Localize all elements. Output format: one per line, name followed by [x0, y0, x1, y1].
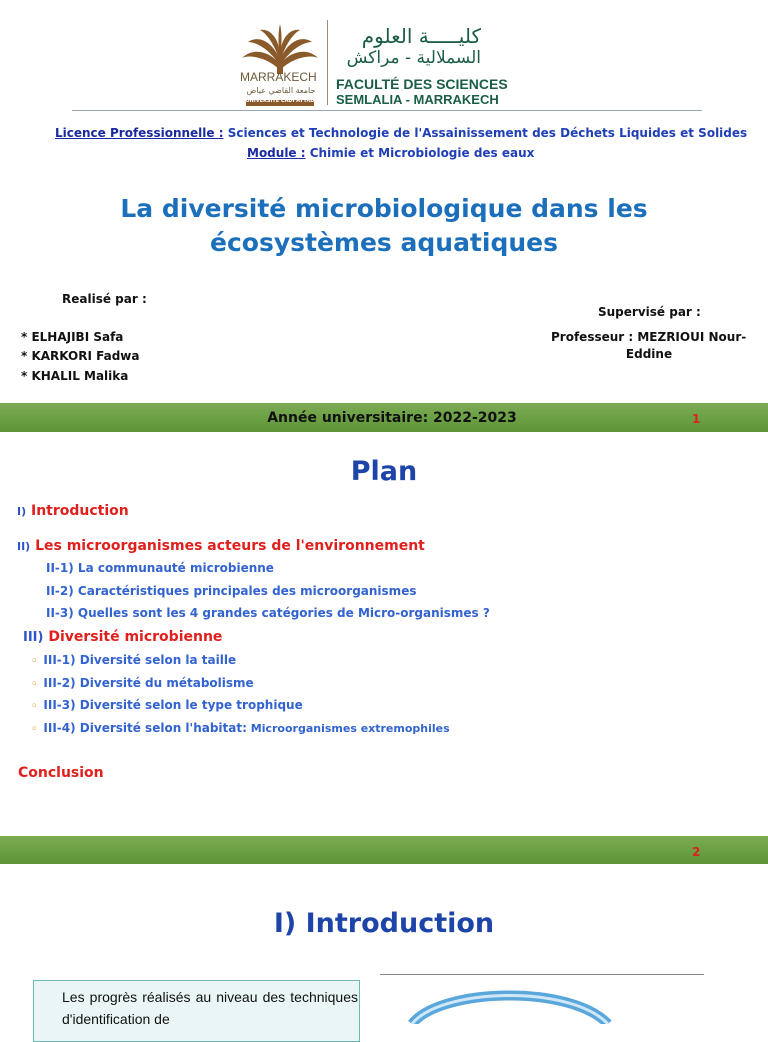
supervisor-line1: Professeur : MEZRIOUI Nour- — [551, 330, 747, 344]
page-number: 1 — [692, 412, 701, 426]
page-number-2: 2 — [692, 845, 701, 859]
bullet-icon: ◦ — [31, 701, 38, 712]
title-line1: La diversité microbiologique dans les — [120, 194, 648, 223]
licence-line — [55, 126, 747, 140]
plan-item-2-3: II-3) Quelles sont les 4 grandes catégories de Micro-organismes ? — [46, 606, 490, 620]
supervise-label: Supervisé par : — [598, 305, 701, 319]
footer-bar-2 — [0, 836, 768, 864]
header-divider — [327, 20, 328, 105]
faculty-arabic-line2: السملالية - مراكش — [346, 48, 481, 68]
section-3-label: Diversité microbienne — [48, 629, 223, 645]
title-line2: écosystèmes aquatiques — [210, 228, 558, 257]
realise-label: Realisé par : — [62, 292, 147, 306]
author-2: * KARKORI Fadwa — [21, 349, 140, 363]
plan-item-2-2: II-2) Caractéristiques principales des microorganismes — [46, 584, 417, 598]
plan-item-3-4 — [31, 721, 450, 735]
intro-rule — [380, 974, 704, 975]
logo-text-marrakech: MARRAKECH — [240, 70, 317, 84]
supervisor-line2: Eddine — [625, 347, 673, 361]
module-line — [247, 146, 534, 160]
presentation-title — [60, 192, 708, 260]
section-2-label: Les microorganismes acteurs de l'environnement — [35, 538, 425, 554]
bullet-icon: ◦ — [31, 656, 38, 667]
bullet-icon: ◦ — [31, 724, 38, 735]
section-1-number: I) — [17, 505, 27, 518]
plan-item-3-2-label: III-2) Diversité du métabolisme — [43, 676, 254, 690]
faculty-french-line2: SEMLALIA - MARRAKECH — [336, 92, 499, 107]
plan-item-3-3 — [31, 698, 303, 712]
licence-value: Sciences et Technologie de l'Assainissement des Déchets Liquides et Solides — [223, 126, 748, 140]
intro-text: Les progrès réalisés au niveau des techniques d'identification de — [62, 989, 358, 1027]
plan-item-3-2 — [31, 676, 254, 690]
plan-item-3-1 — [31, 653, 236, 667]
section-3-number: III) — [23, 630, 44, 645]
header-rule — [72, 110, 702, 111]
plan-item-3-4-suffix: Microorganismes extremophiles — [246, 722, 450, 735]
author-1: * ELHAJIBI Safa — [21, 330, 124, 344]
author-3: * KHALIL Malika — [21, 369, 129, 383]
plan-section-2 — [17, 538, 425, 554]
section-1-label: Introduction — [31, 503, 129, 519]
licence-label: Licence Professionnelle : — [55, 126, 224, 140]
plan-conclusion: Conclusion — [18, 765, 104, 781]
logo-text-university: UNIVERSITÉ CADI AYYAD — [245, 98, 315, 104]
plan-item-3-4-label: III-4) Diversité selon l'habitat: — [43, 721, 247, 735]
plan-title: Plan — [350, 456, 418, 487]
plan-item-3-3-label: III-3) Diversité selon le type trophique — [43, 698, 303, 712]
logo-text-arabic: جامعة القاضي عياض — [246, 86, 316, 95]
faculty-arabic-line1: كليـــــة العلوم — [361, 24, 481, 48]
introduction-title: I) Introduction — [273, 908, 495, 939]
module-label: Module : — [247, 146, 306, 160]
circle-graphic — [400, 976, 620, 1024]
section-2-number: II) — [17, 540, 31, 553]
plan-item-3-1-label: III-1) Diversité selon la taille — [43, 653, 237, 667]
bullet-icon: ◦ — [31, 679, 38, 690]
academic-year: Année universitaire: 2022-2023 — [267, 410, 517, 426]
faculty-french-line1: FACULTÉ DES SCIENCES — [336, 76, 508, 92]
plan-item-2-1: II-1) La communauté microbienne — [46, 561, 274, 575]
title-slide — [0, 0, 768, 432]
plan-section-1 — [17, 503, 129, 519]
module-value: Chimie et Microbiologie des eaux — [305, 146, 535, 160]
plan-section-3 — [23, 629, 222, 645]
